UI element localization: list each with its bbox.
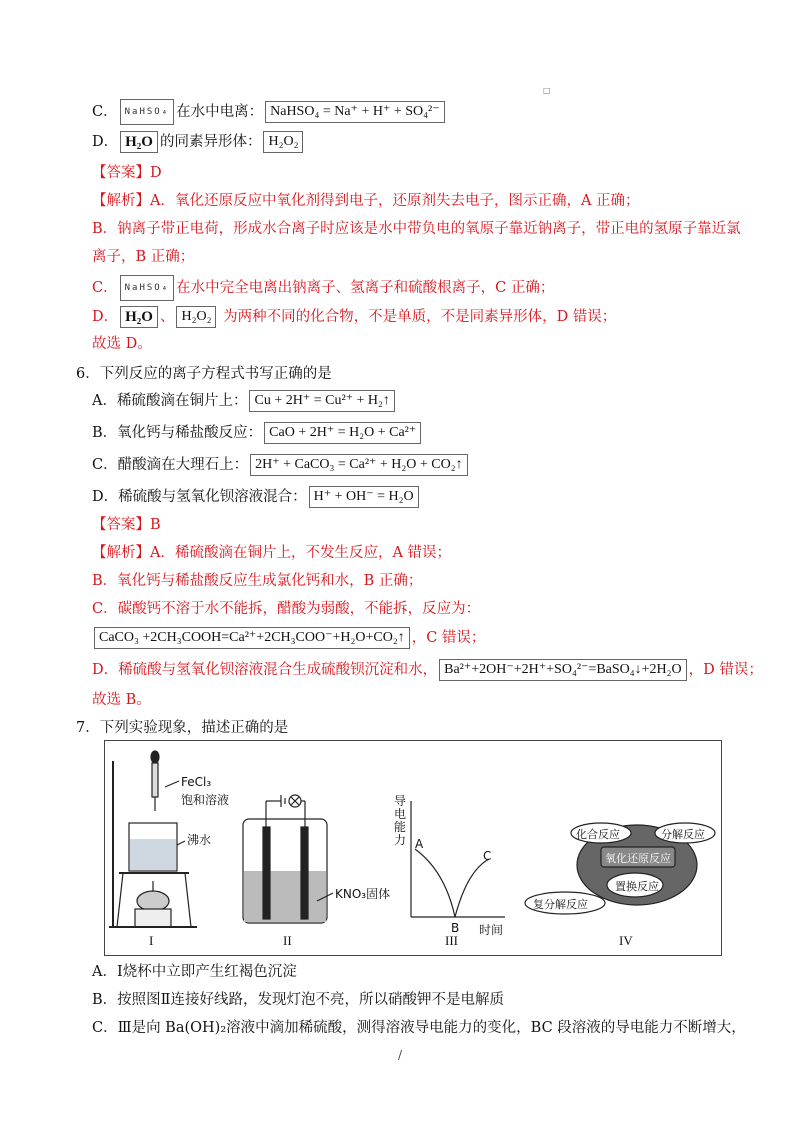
boiling-water-label: 沸水 (187, 833, 212, 847)
q6-option-c (92, 454, 470, 476)
q6-analysis-c-formula (92, 627, 485, 649)
q5-option-d (92, 131, 305, 153)
q5-analysis-line: 【解析】A．氧化还原反应中氧化剂得到电子，还原剂失去电子，图示正确，A 正确； (92, 193, 640, 209)
separator: 、 (159, 309, 175, 325)
option-text: 的同素异形体： (159, 134, 262, 150)
q5-choose: 故选 D。 (92, 336, 152, 352)
formula-box: Cu + 2H⁺ = Cu²⁺ + H₂↑ (249, 390, 394, 412)
analysis-prefix: D． (92, 309, 119, 325)
corner-mark: □ (543, 86, 551, 95)
formula-box: H⁺ + OH⁻ = H₂O (309, 486, 419, 508)
q5-option-c (92, 99, 447, 125)
option-label: D．稀硫酸与氢氧化钡溶液混合： (92, 489, 307, 505)
figure-label-ii: II (283, 933, 292, 948)
figure-label-iv: IV (619, 933, 633, 948)
option-label: A．稀硫酸滴在铜片上： (92, 393, 248, 409)
decomposition-reaction-label: 分解反应 (661, 828, 705, 841)
redox-reaction-label: 氧化还原反应 (605, 852, 671, 865)
option-label: C．醋酸滴在大理石上： (92, 457, 249, 473)
figure-drawing (105, 741, 721, 955)
q6-option-b (92, 422, 423, 444)
page-footer: / (398, 1048, 403, 1062)
q7-option-b: B．按照图Ⅱ连接好线路，发现灯泡不亮，所以硝酸钾不是电解质 (92, 992, 505, 1008)
formula-box: Ba²⁺+2OH⁻+2H⁺+SO₄²⁻=BaSO₄↓+2H₂O (439, 659, 687, 681)
analysis-prefix: C． (92, 280, 118, 296)
apparatus-ii (243, 795, 333, 923)
q5-analysis-d (92, 306, 616, 328)
q6-analysis-line: C．碳酸钙不溶于水不能拆，醋酸为弱酸，不能拆，反应为： (92, 601, 481, 617)
q6-analysis-line: 【解析】A．稀硫酸滴在铜片上，不发生反应，A 错误； (92, 545, 452, 561)
point-c-label: C (483, 849, 492, 863)
fecl3-label: FeCl₃ (181, 775, 212, 789)
combination-reaction-label: 化合反应 (576, 828, 620, 841)
formula-box: H₂O (120, 131, 158, 153)
q7-option-c: C．Ⅲ是向 Ba(OH)₂溶液中滴加稀硫酸，测得溶液导电能力的变化，BC 段溶液的导电能力不断增大， (92, 1020, 746, 1036)
experiment-figure (104, 740, 722, 956)
q7-stem: 7．下列实验现象，描述正确的是 (76, 720, 289, 736)
formula-box: H₂O (120, 306, 158, 328)
q6-analysis-line: B．氧化钙与稀盐酸反应生成氯化钙和水，B 正确； (92, 573, 423, 589)
analysis-text: ，D 错误； (688, 662, 763, 678)
analysis-text: D．稀硫酸与氢氧化钡溶液混合生成硫酸钡沉淀和水， (92, 662, 438, 678)
saturated-solution-label: 饱和溶液 (181, 793, 230, 807)
q6-stem: 6．下列反应的离子方程式书写正确的是 (76, 366, 332, 382)
option-letter: C． (92, 104, 118, 120)
formula-box: H₂O₂ (263, 131, 303, 153)
q5-analysis-line: B．钠离子带正电荷，形成水合离子时应该是水中带负电的氧原子靠近钠离子，带正电的氢原子靠近氯 (92, 221, 741, 237)
kno3-label: KNO₃固体 (335, 887, 391, 901)
formula-box: 2H⁺ + CaCO₃ = Ca²⁺ + H₂O + CO₂↑ (250, 454, 468, 476)
option-text: 在水中电离： (176, 104, 264, 120)
analysis-text: 为两种不同的化合物，不是单质，不是同素异形体，D 错误； (223, 309, 617, 325)
formula-box: NaHSO₄ = Na⁺ + H⁺ + SO₄²⁻ (265, 101, 444, 123)
option-letter: D． (92, 134, 119, 150)
option-label: B．氧化钙与稀盐酸反应： (92, 425, 263, 441)
displacement-reaction-label: 置换反应 (615, 880, 659, 893)
q6-option-a (92, 390, 397, 412)
q6-answer: 【答案】B (92, 517, 161, 533)
q6-choose: 故选 B。 (92, 692, 151, 708)
point-b-label: B (451, 921, 460, 935)
formula-box: NaHSO₄ (120, 275, 175, 301)
formula-box: H₂O₂ (176, 306, 216, 328)
point-a-label: A (415, 837, 424, 851)
q6-analysis-d (92, 659, 763, 681)
figure-label-i: I (149, 933, 154, 948)
x-axis-label: 时间 (479, 923, 504, 937)
formula-box: CaCO₃ +2CH₃COOH=Ca²⁺+2CH₃COO⁻+H₂O+CO₂↑ (94, 627, 410, 649)
q5-analysis-line: 离子，B 正确； (92, 249, 195, 265)
y-axis-label: 导电能力 (394, 794, 407, 847)
q7-option-a: A．Ⅰ烧杯中立即产生红褐色沉淀 (92, 964, 297, 980)
q5-answer: 【答案】D (92, 165, 162, 181)
double-decomposition-label: 复分解反应 (533, 898, 588, 911)
q6-option-d (92, 486, 421, 508)
analysis-text: 在水中完全电离出钠离子、氢离子和硫酸根离子，C 正确； (176, 280, 555, 296)
formula-box: NaHSO₄ (120, 99, 175, 125)
q5-analysis-c (92, 275, 554, 301)
figure-label-iii: III (445, 933, 458, 948)
formula-box: CaO + 2H⁺ = H₂O + Ca²⁺ (264, 422, 421, 444)
analysis-text: ，C 错误； (411, 630, 486, 646)
